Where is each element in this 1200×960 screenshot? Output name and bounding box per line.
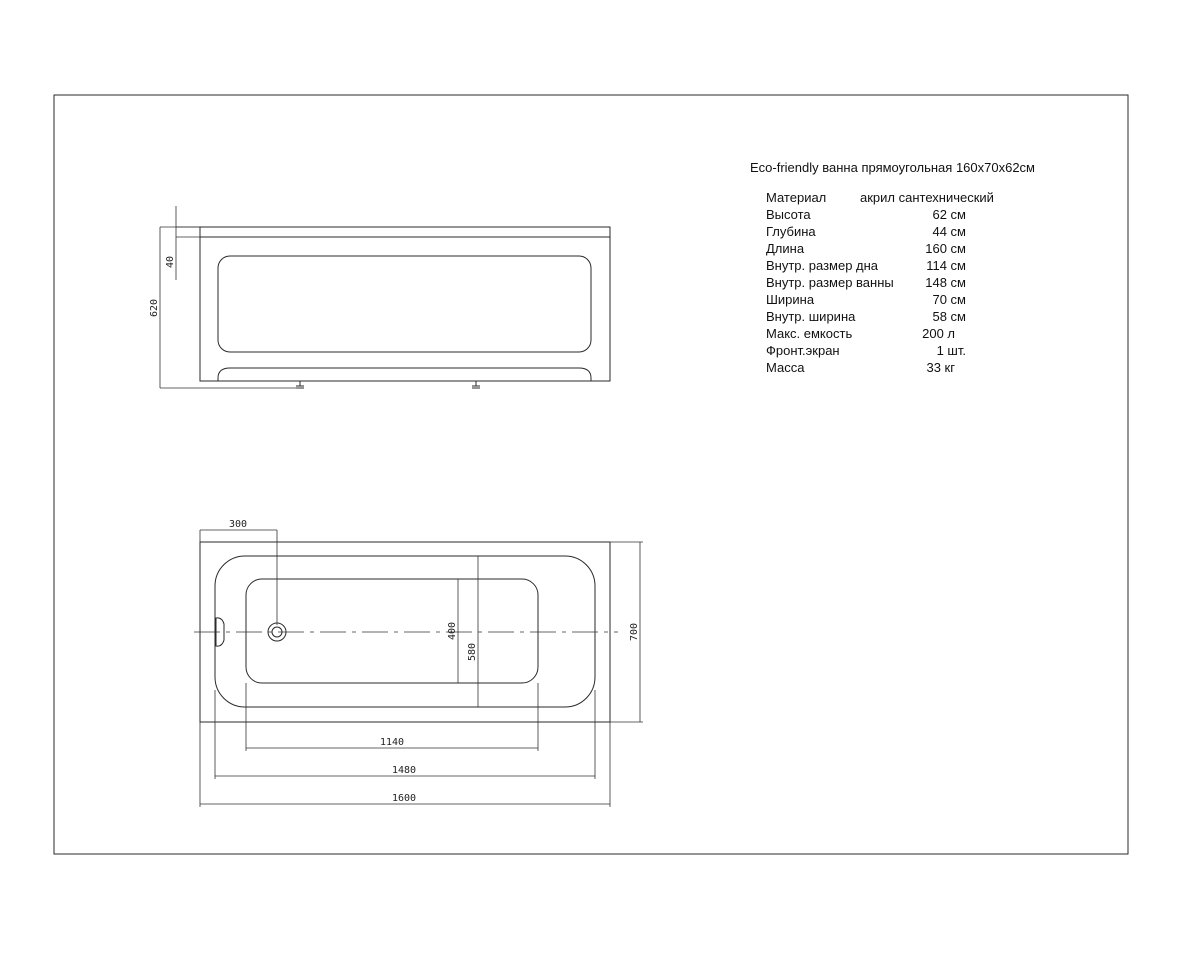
dim-300-label: 300 <box>228 519 248 530</box>
spec-value: 148 см <box>925 275 966 290</box>
spec-value: 58 см <box>932 309 966 324</box>
foot-left <box>296 381 304 388</box>
top-view <box>194 519 643 807</box>
spec-value: 160 см <box>925 241 966 256</box>
spec-value: 44 см <box>932 224 966 239</box>
product-title: Eco-friendly ванна прямоугольная 160x70x62см <box>750 160 1035 175</box>
spec-label: Внутр. ширина <box>766 309 856 324</box>
spec-value: 62 см <box>932 207 966 222</box>
side-view <box>149 206 610 388</box>
spec-label: Внутр. размер дна <box>766 258 879 273</box>
dim-580-label: 580 <box>467 642 478 662</box>
spec-label: Масса <box>766 360 805 375</box>
spec-label: Фронт.экран <box>766 343 840 358</box>
spec-table <box>750 160 1035 375</box>
spec-value: 1 шт. <box>936 343 966 358</box>
spec-label: Высота <box>766 207 811 222</box>
spec-label: Материал <box>766 190 827 205</box>
dim-1600-label: 1600 <box>391 793 417 804</box>
spec-value: 114 см <box>926 258 966 273</box>
spec-value: 33 кг <box>926 360 955 375</box>
spec-label: Внутр. размер ванны <box>766 275 894 290</box>
dim-400-label: 400 <box>447 621 458 641</box>
side-view-outline <box>200 227 610 381</box>
basin-bottom-contour <box>246 579 538 683</box>
front-panel-recess <box>218 256 591 352</box>
spec-label: Ширина <box>766 292 815 307</box>
dim-1140-label: 1140 <box>379 737 405 748</box>
dim-1480-label: 1480 <box>391 765 417 776</box>
spec-value: акрил сантехнический <box>860 190 994 205</box>
spec-value: 70 см <box>932 292 966 307</box>
foot-right <box>472 381 480 388</box>
spec-value: 200 л <box>922 326 955 341</box>
front-panel-lower-recess <box>218 368 591 381</box>
dim-620-label: 620 <box>149 298 160 318</box>
spec-label: Макс. емкость <box>766 326 853 341</box>
spec-label: Длина <box>766 241 805 256</box>
spec-label: Глубина <box>766 224 816 239</box>
dim-700-label: 700 <box>629 622 640 642</box>
dim-40-label: 40 <box>165 255 176 269</box>
